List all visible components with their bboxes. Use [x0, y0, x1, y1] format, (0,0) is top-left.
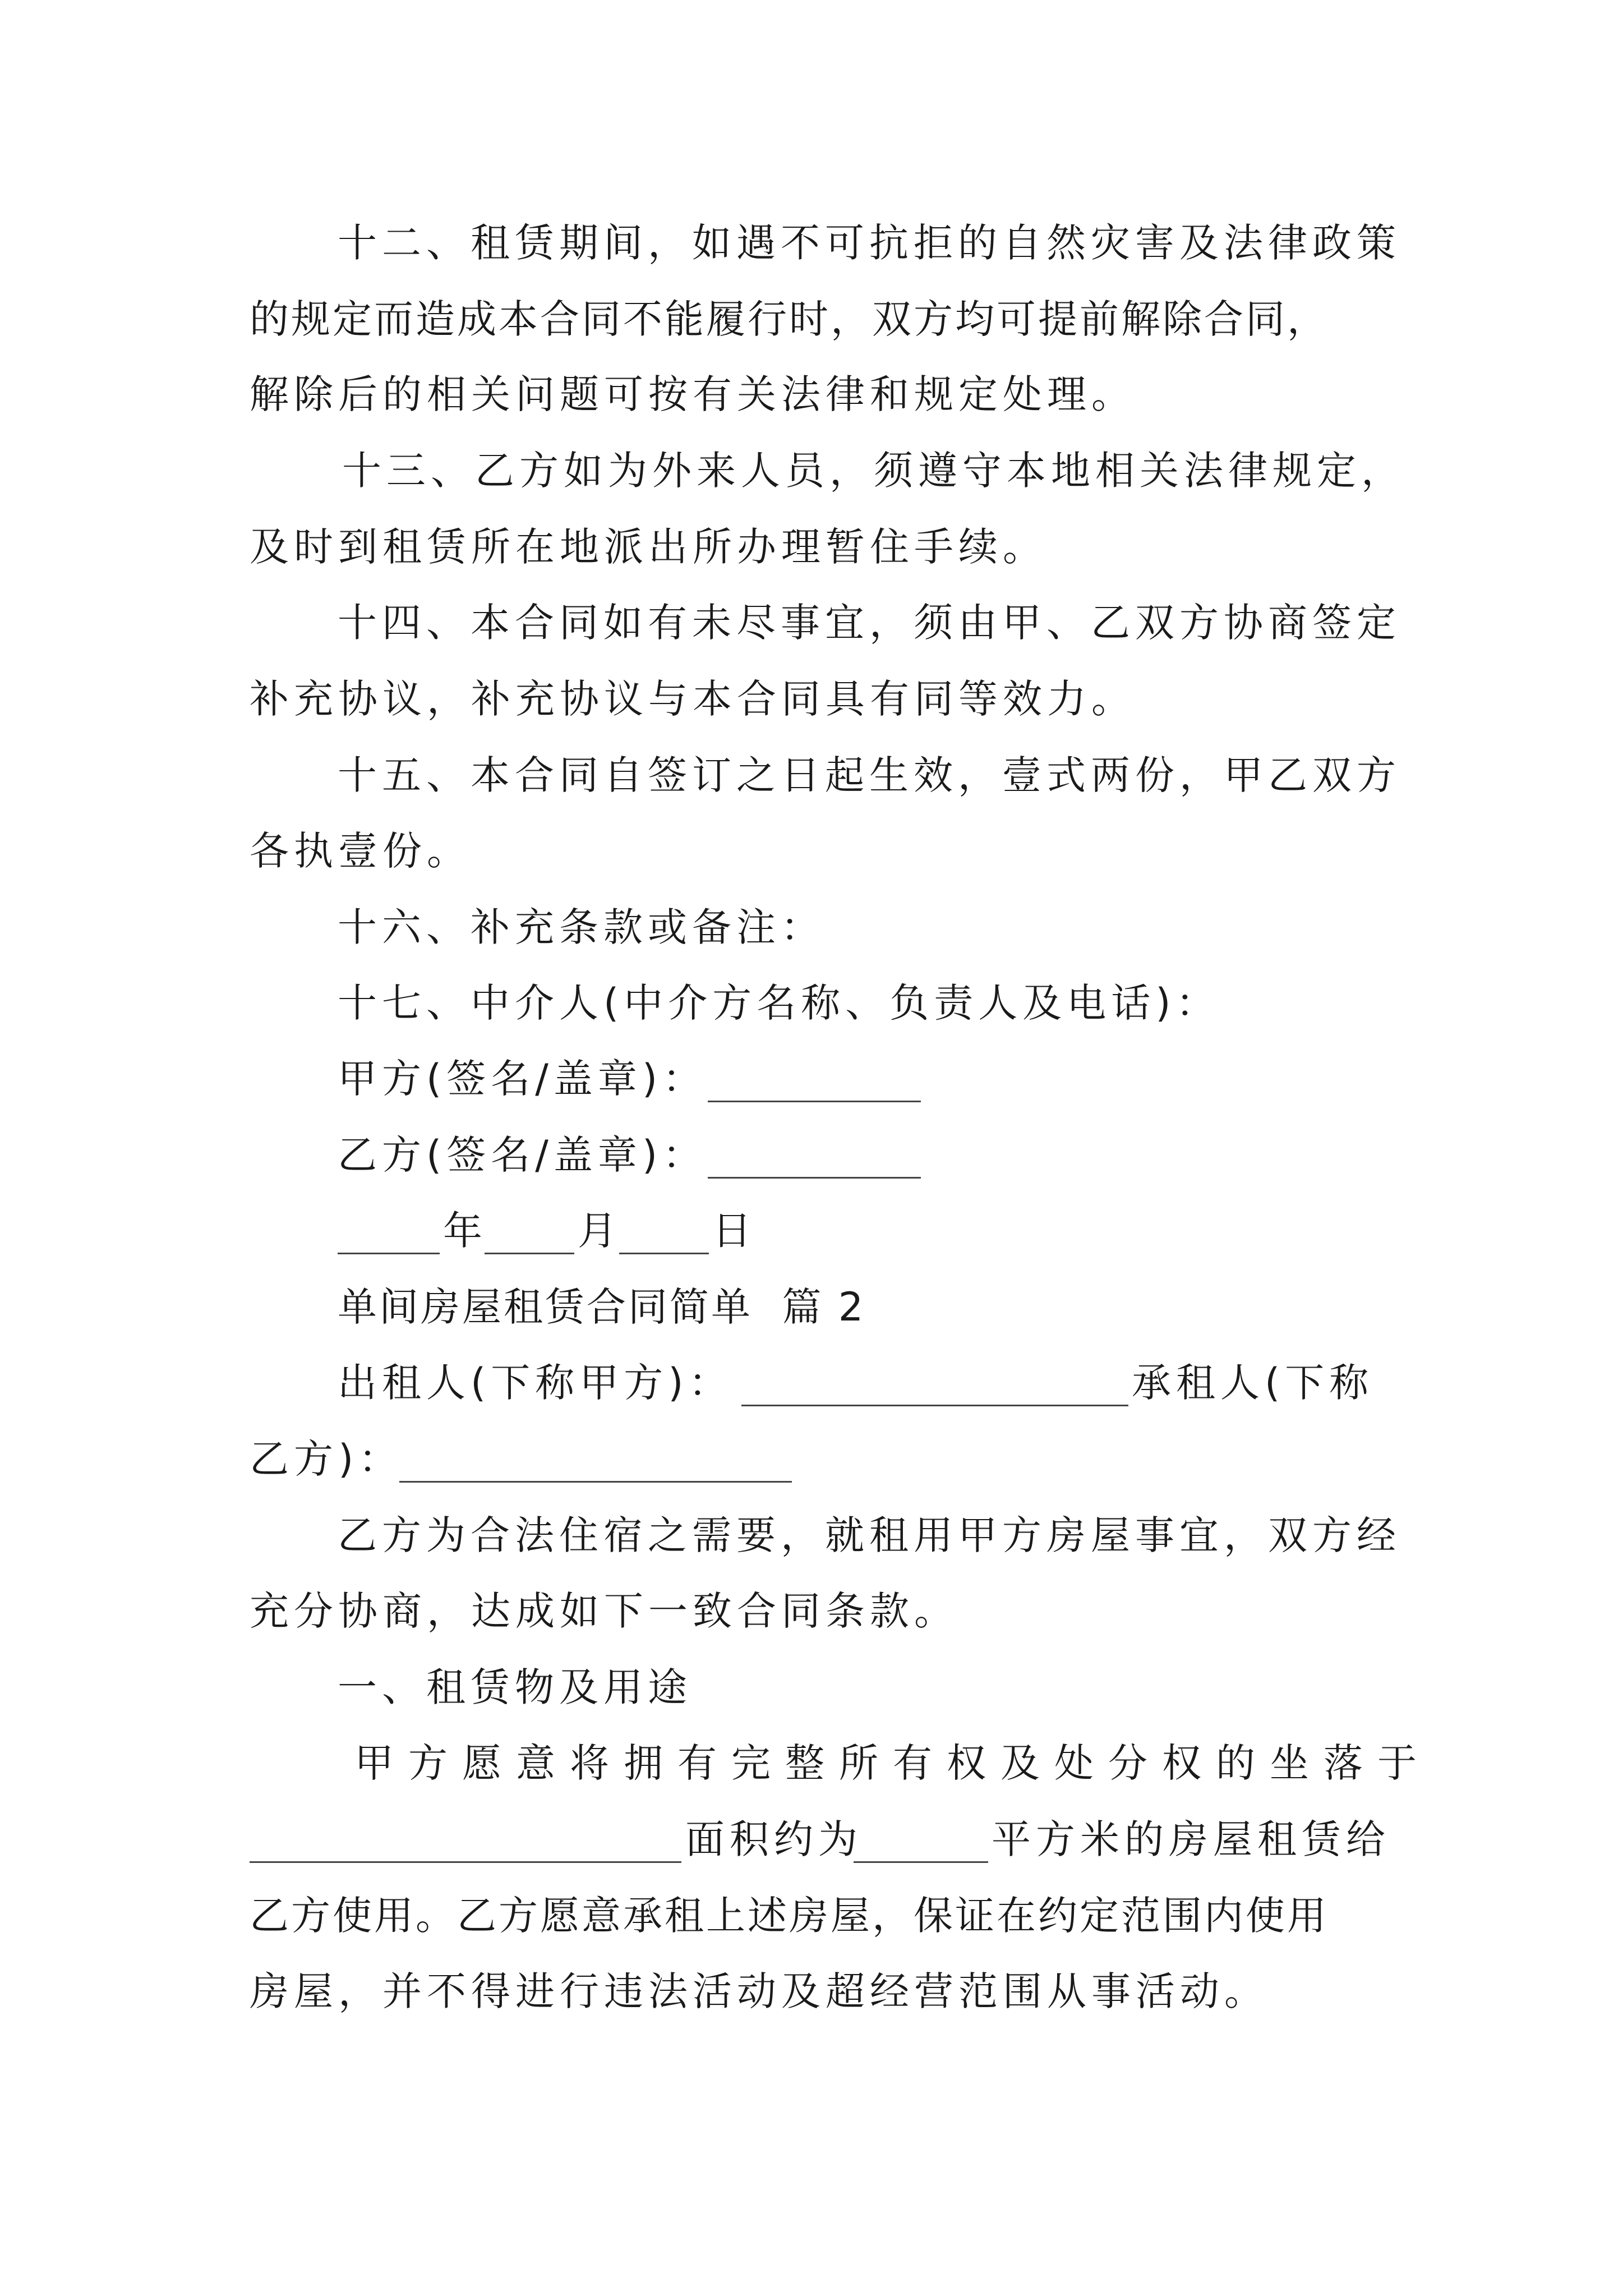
lessor-blank	[741, 1405, 1128, 1406]
lessee-label-part-1: 承租人(下称	[1132, 1360, 1374, 1406]
address-blank	[250, 1861, 681, 1863]
intro-line-2: 充分协商，达成如下一致合同条款。	[250, 1588, 958, 1634]
clause-15-line-1: 十五、本合同自签订之日起生效，壹式两份，甲乙双方	[338, 752, 1401, 798]
lessee-blank	[399, 1481, 792, 1483]
article-1-line-4: 房屋，并不得进行违法活动及超经营范围从事活动。	[250, 1968, 1269, 2014]
clause-15-line-2: 各执壹份。	[250, 828, 471, 874]
lessee-label-part-2: 乙方)：	[250, 1436, 403, 1482]
signature-party-b	[338, 1128, 707, 1182]
date-day-label: 日	[712, 1208, 751, 1254]
signature-party-b-blank	[708, 1177, 921, 1179]
clause-14-line-1: 十四、本合同如有未尽事宜，须由甲、乙双方协商签定	[338, 600, 1401, 646]
intro-line-1: 乙方为合法住宿之需要，就租用甲方房屋事宜，双方经	[338, 1512, 1401, 1558]
signature-party-a-label: 甲方(签名/盖章)：	[338, 1056, 707, 1102]
article-1-area-label: 面积约为	[685, 1816, 863, 1862]
signature-party-a-blank	[708, 1101, 921, 1102]
clause-12-line-2: 的规定而造成本合同不能履行时，双方均可提前解除合同，	[250, 296, 1329, 342]
article-1-line-2-tail: 平方米的房屋租赁给	[992, 1816, 1390, 1862]
clause-13-line-1: 十三、乙方如为外来人员，须遵守本地相关法律规定，	[342, 448, 1405, 494]
date-year-blank	[338, 1253, 440, 1254]
section-title: 单间房屋租赁合同简单 篇 2	[338, 1284, 866, 1330]
clause-16: 十六、补充条款或备注：	[338, 904, 825, 950]
clause-13-line-2: 及时到租赁所在地派出所办理暂住手续。	[250, 524, 1047, 570]
article-1-heading: 一、租赁物及用途	[338, 1664, 692, 1710]
signature-party-a	[338, 1052, 707, 1106]
clause-12-line-1: 十二、租赁期间，如遇不可抗拒的自然灾害及法律政策	[338, 220, 1401, 266]
area-blank	[854, 1861, 988, 1863]
date-day-blank	[619, 1253, 709, 1254]
article-1-line-1: 甲方愿意将拥有完整所有权及处分权的坐落于	[354, 1740, 1431, 1786]
signature-party-b-label: 乙方(签名/盖章)：	[338, 1132, 707, 1178]
date-month-blank	[485, 1253, 574, 1254]
date-year-label: 年	[443, 1208, 482, 1254]
date-month-label: 月	[578, 1208, 617, 1254]
clause-14-line-2: 补充协议，补充协议与本合同具有同等效力。	[250, 676, 1136, 722]
clause-12-line-3: 解除后的相关问题可按有关法律和规定处理。	[250, 371, 1136, 417]
article-1-line-3: 乙方使用。乙方愿意承租上述房屋，保证在约定范围内使用	[250, 1893, 1329, 1939]
clause-17: 十七、中介人(中介方名称、负责人及电话)：	[338, 980, 1220, 1026]
lessor-label: 出租人(下称甲方)：	[338, 1360, 733, 1406]
